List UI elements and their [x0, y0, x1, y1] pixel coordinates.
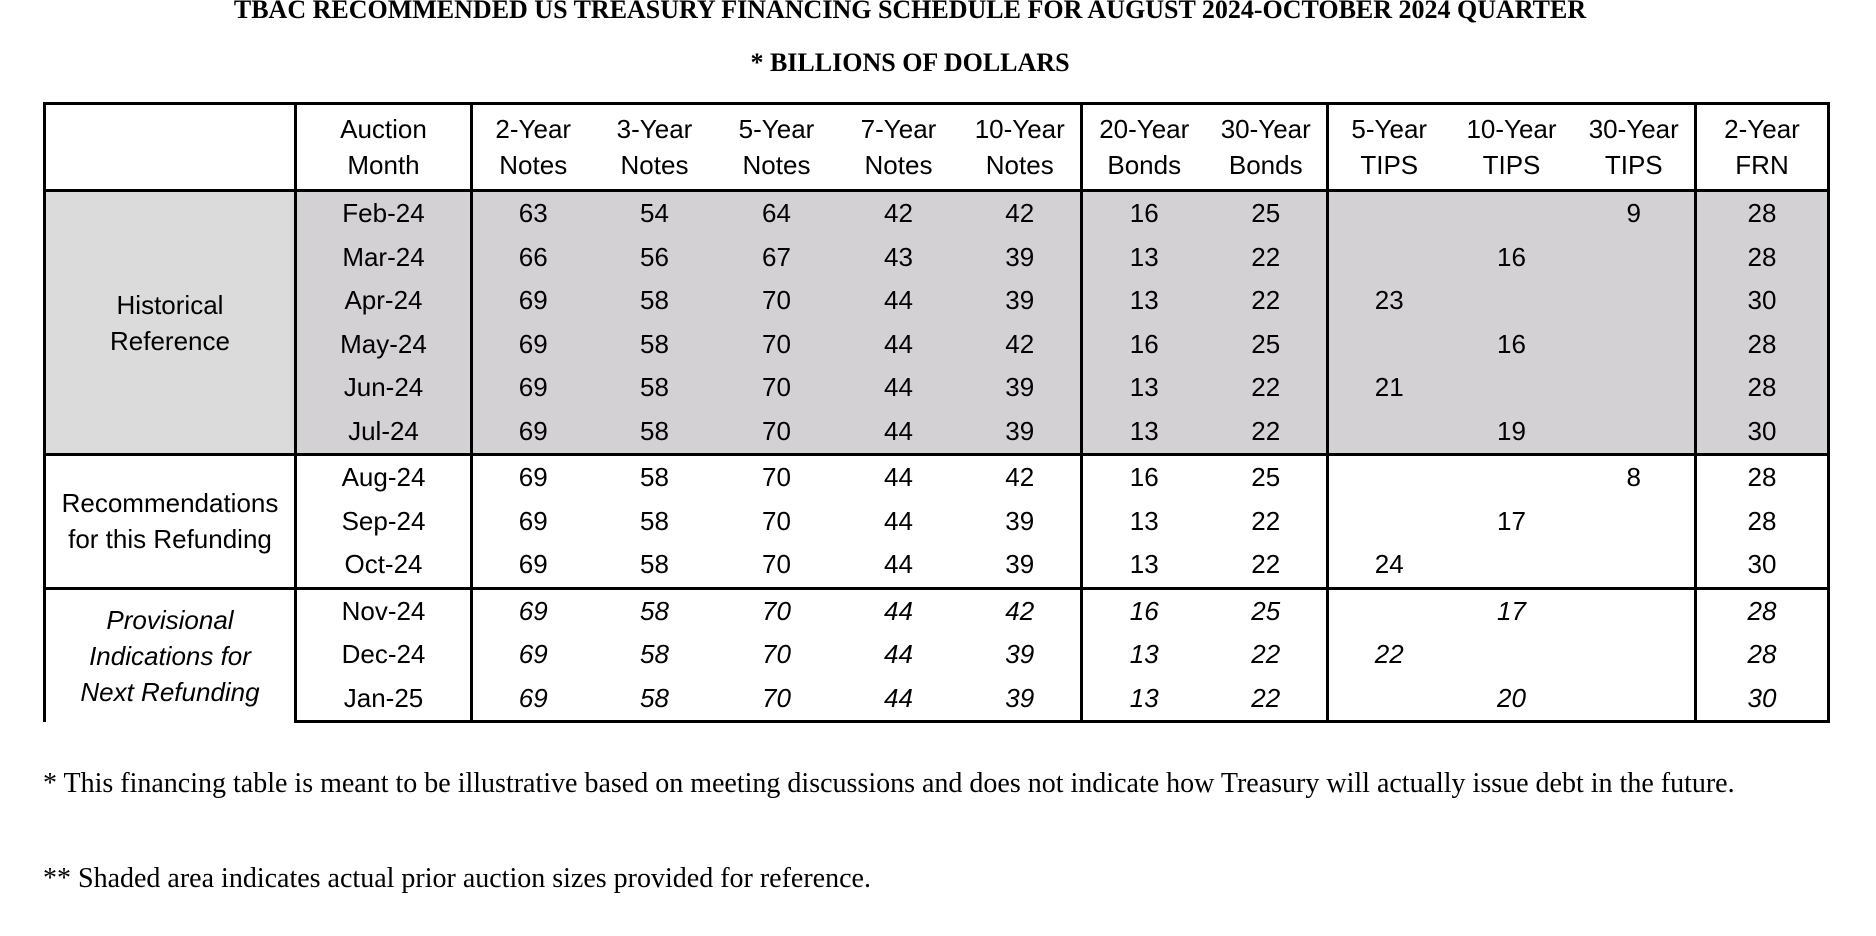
cell-5y-notes: 70: [716, 279, 838, 323]
group-label: [45, 455, 296, 589]
footnote-shaded-area: ** Shaded area indicates actual prior auction sizes provided for reference.: [43, 863, 871, 894]
cell-5y-notes: 70: [716, 455, 838, 500]
cell-2y-notes: 66: [472, 236, 594, 280]
cell-5y-tips: [1328, 323, 1450, 367]
table-row: [45, 323, 1829, 367]
table-row: [45, 410, 1829, 455]
cell-10y-notes: 39: [960, 236, 1082, 280]
cell-30y-bonds: 22: [1206, 410, 1328, 455]
cell-10y-tips: [1450, 633, 1574, 677]
cell-10y-notes: 42: [960, 323, 1082, 367]
group-label-line: Provisional: [106, 604, 234, 635]
cell-5y-tips: [1328, 677, 1450, 722]
cell-10y-tips: [1450, 455, 1574, 500]
cell-3y-notes: 54: [594, 191, 716, 236]
table-row: [45, 366, 1829, 410]
cell-10y-tips: 16: [1450, 323, 1574, 367]
cell-20y-bonds: 13: [1082, 279, 1206, 323]
cell-3y-notes: 56: [594, 236, 716, 280]
cell-2y-frn: 28: [1696, 588, 1829, 633]
cell-2y-frn: 28: [1696, 455, 1829, 500]
header-5y-tips: 5-Year TIPS: [1328, 104, 1450, 191]
cell-7y-notes: 42: [838, 191, 960, 236]
cell-3y-notes: 58: [594, 279, 716, 323]
auction-month-cell: Aug-24: [296, 455, 472, 500]
header-auction-month: Auction Month: [296, 104, 472, 191]
cell-5y-tips: [1328, 500, 1450, 544]
group-label-line: Indications for: [89, 640, 251, 671]
auction-month-cell: Jul-24: [296, 410, 472, 455]
cell-7y-notes: 44: [838, 323, 960, 367]
cell-2y-frn: 30: [1696, 543, 1829, 588]
recommendations-group: [45, 455, 1829, 589]
cell-3y-notes: 58: [594, 323, 716, 367]
cell-10y-notes: 39: [960, 366, 1082, 410]
cell-5y-tips: [1328, 191, 1450, 236]
cell-5y-tips: [1328, 410, 1450, 455]
cell-5y-notes: 70: [762, 505, 791, 536]
units-subtitle: * BILLIONS OF DOLLARS: [750, 48, 1070, 77]
cell-10y-notes: 39: [960, 500, 1082, 544]
cell-5y-notes: 67: [716, 236, 838, 280]
cell-30y-tips: 8: [1574, 455, 1696, 500]
cell-7y-notes: 44: [838, 455, 960, 500]
auction-month-cell: Apr-24: [296, 279, 472, 323]
auction-month-cell: Sep-24: [296, 500, 472, 544]
table-row: [45, 191, 1829, 236]
auction-month-cell: Feb-24: [296, 191, 472, 236]
group-label-line: Next Refunding: [80, 676, 260, 707]
cell-2y-notes: 69: [472, 279, 594, 323]
cell-3y-notes: 58: [594, 455, 716, 500]
cell-20y-bonds: 16: [1082, 588, 1206, 633]
cell-2y-frn: 30: [1696, 677, 1829, 722]
cell-30y-bonds: 22: [1206, 279, 1328, 323]
cell-20y-bonds: 16: [1082, 323, 1206, 367]
cell-30y-bonds: 22: [1206, 366, 1328, 410]
cell-7y-notes: 44: [838, 279, 960, 323]
cell-30y-bonds: 22: [1206, 236, 1328, 280]
group-label-line: Historical: [116, 289, 224, 320]
cell-2y-notes: 69: [472, 366, 594, 410]
cell-30y-tips: [1574, 543, 1696, 588]
cell-10y-notes: 39: [960, 543, 1082, 588]
cell-3y-notes: 58: [640, 549, 669, 580]
cell-2y-frn: 28: [1696, 191, 1829, 236]
table-row: [45, 500, 1829, 544]
cell-2y-notes: 69: [472, 677, 594, 722]
cell-30y-bonds: 25: [1206, 588, 1328, 633]
cell-20y-bonds: 13: [1129, 549, 1159, 580]
table-row: [45, 279, 1829, 323]
cell-20y-bonds: 13: [1082, 236, 1206, 280]
cell-2y-frn: 30: [1696, 279, 1829, 323]
cell-7y-notes: 44: [884, 549, 913, 580]
cell-30y-bonds: 22: [1206, 500, 1328, 544]
auction-month-cell: Jun-24: [296, 366, 472, 410]
group-label-line: Recommendations: [61, 488, 279, 519]
cell-2y-notes: 69: [472, 588, 594, 633]
cell-20y-bonds: 13: [1129, 505, 1159, 536]
cell-7y-notes: 44: [838, 410, 960, 455]
footnote-illustrative: * This financing table is meant to be illustrative based on meeting discussions and does not indicate how Treasury will actually issue debt in the future.: [43, 768, 1735, 799]
auction-month-cell: Nov-24: [296, 588, 472, 633]
cell-5y-tips: 24: [1374, 549, 1404, 580]
auction-month-cell: May-24: [296, 323, 472, 367]
cell-30y-bonds: 25: [1206, 455, 1328, 500]
cell-20y-bonds: 13: [1129, 639, 1159, 670]
auction-month-cell: Mar-24: [296, 236, 472, 280]
cell-2y-frn: 28: [1696, 500, 1829, 544]
cell-10y-tips: [1450, 279, 1574, 323]
cell-5y-notes: 70: [716, 323, 838, 367]
cell-2y-notes: 69: [518, 639, 548, 670]
provisional-indications-group: [45, 588, 1829, 722]
header-7y-notes: 7-Year Notes: [838, 104, 960, 191]
table-row: [45, 455, 1829, 500]
table-row: [45, 543, 1829, 588]
header-30y-bonds: 30-Year Bonds: [1206, 104, 1328, 191]
cell-10y-tips: 20: [1450, 677, 1574, 722]
cell-5y-tips: 23: [1328, 279, 1450, 323]
cell-3y-notes: 58: [594, 366, 716, 410]
cell-20y-bonds: 16: [1082, 455, 1206, 500]
header-2y-notes: 2-Year Notes: [472, 104, 594, 191]
cell-7y-notes: 44: [884, 639, 913, 670]
cell-20y-bonds: 13: [1082, 677, 1206, 722]
cell-10y-notes: 39: [960, 633, 1082, 677]
cell-10y-notes: 39: [960, 677, 1082, 722]
cell-10y-notes: 39: [960, 410, 1082, 455]
table-row: [45, 677, 1829, 722]
group-label: [45, 588, 296, 722]
cell-30y-tips: [1574, 500, 1696, 544]
header-row: [45, 104, 1829, 191]
cell-30y-tips: [1574, 366, 1696, 410]
cell-5y-notes: 70: [716, 410, 838, 455]
header-2y-frn: 2-Year FRN: [1696, 104, 1829, 191]
cell-7y-notes: 43: [838, 236, 960, 280]
cell-5y-notes: 70: [716, 677, 838, 722]
cell-10y-notes: 42: [960, 455, 1082, 500]
cell-10y-tips: 16: [1450, 236, 1574, 280]
cell-10y-tips: [1450, 191, 1574, 236]
cell-10y-notes: 42: [960, 588, 1082, 633]
cell-30y-bonds: 22: [1206, 633, 1328, 677]
cell-2y-frn: 28: [1696, 633, 1829, 677]
cell-2y-frn: 28: [1696, 366, 1829, 410]
cell-5y-notes: 70: [716, 366, 838, 410]
cell-10y-notes: 39: [960, 279, 1082, 323]
cell-10y-notes: 42: [960, 191, 1082, 236]
group-label-line: for this Refunding: [68, 524, 272, 555]
cell-30y-bonds: 25: [1206, 191, 1328, 236]
cell-30y-tips: [1574, 633, 1696, 677]
page-title: TBAC RECOMMENDED US TREASURY FINANCING SCHEDULE FOR AUGUST 2024-OCTOBER 2024 QUARTER: [233, 0, 1587, 24]
cell-30y-bonds: 25: [1206, 323, 1328, 367]
cell-20y-bonds: 16: [1082, 191, 1206, 236]
cell-5y-tips: [1328, 236, 1450, 280]
header-30y-tips: 30-Year TIPS: [1574, 104, 1696, 191]
cell-7y-notes: 44: [838, 366, 960, 410]
cell-5y-notes: 64: [716, 191, 838, 236]
cell-7y-notes: 44: [838, 588, 960, 633]
cell-10y-tips: [1450, 543, 1574, 588]
cell-10y-tips: 19: [1450, 410, 1574, 455]
cell-30y-bonds: 22: [1206, 677, 1328, 722]
cell-30y-tips: [1574, 236, 1696, 280]
cell-5y-tips: 22: [1374, 639, 1404, 670]
header-20y-bonds: 20-Year Bonds: [1082, 104, 1206, 191]
auction-month-cell: Oct-24: [296, 543, 472, 588]
cell-30y-tips: [1574, 410, 1696, 455]
cell-5y-notes: 70: [762, 639, 791, 670]
cell-10y-tips: 17: [1450, 588, 1574, 633]
header-10y-tips: 10-Year TIPS: [1450, 104, 1574, 191]
auction-month-cell: Jan-25: [296, 677, 472, 722]
cell-2y-notes: 69: [472, 323, 594, 367]
cell-2y-notes: 69: [518, 549, 548, 580]
cell-2y-frn: 28: [1696, 323, 1829, 367]
cell-30y-bonds: 22: [1206, 543, 1328, 588]
cell-5y-tips: [1328, 588, 1450, 633]
header-corner: [45, 104, 296, 191]
header-10y-notes: 10-Year Notes: [960, 104, 1082, 191]
cell-3y-notes: 58: [594, 410, 716, 455]
cell-30y-tips: [1574, 588, 1696, 633]
cell-2y-frn: 30: [1696, 410, 1829, 455]
historical-reference-group: [45, 191, 1829, 455]
financing-schedule-table: [43, 102, 1830, 723]
cell-3y-notes: 58: [594, 588, 716, 633]
cell-10y-tips: [1450, 366, 1574, 410]
cell-3y-notes: 58: [594, 677, 716, 722]
cell-7y-notes: 44: [838, 677, 960, 722]
header-3y-notes: 3-Year Notes: [594, 104, 716, 191]
cell-20y-bonds: 13: [1082, 366, 1206, 410]
cell-30y-tips: 9: [1574, 191, 1696, 236]
cell-5y-notes: 70: [716, 588, 838, 633]
cell-10y-tips: 17: [1497, 505, 1526, 536]
cell-5y-notes: 70: [762, 549, 791, 580]
cell-2y-notes: 69: [472, 455, 594, 500]
cell-2y-notes: 69: [518, 505, 548, 536]
cell-2y-notes: 63: [472, 191, 594, 236]
cell-20y-bonds: 13: [1082, 410, 1206, 455]
cell-7y-notes: 44: [884, 505, 913, 536]
cell-5y-tips: 21: [1328, 366, 1450, 410]
cell-3y-notes: 58: [640, 505, 669, 536]
cell-5y-tips: [1328, 455, 1450, 500]
cell-30y-tips: [1574, 323, 1696, 367]
group-label: [45, 191, 296, 455]
cell-2y-notes: 69: [472, 410, 594, 455]
cell-2y-frn: 28: [1696, 236, 1829, 280]
table-row: [45, 588, 1829, 633]
table-row: [45, 633, 1829, 677]
table-row: [45, 236, 1829, 280]
header-5y-notes: 5-Year Notes: [716, 104, 838, 191]
cell-30y-tips: [1574, 279, 1696, 323]
group-label-line: Reference: [110, 325, 230, 356]
cell-3y-notes: 58: [640, 639, 669, 670]
auction-month-cell: Dec-24: [296, 633, 472, 677]
cell-30y-tips: [1574, 677, 1696, 722]
